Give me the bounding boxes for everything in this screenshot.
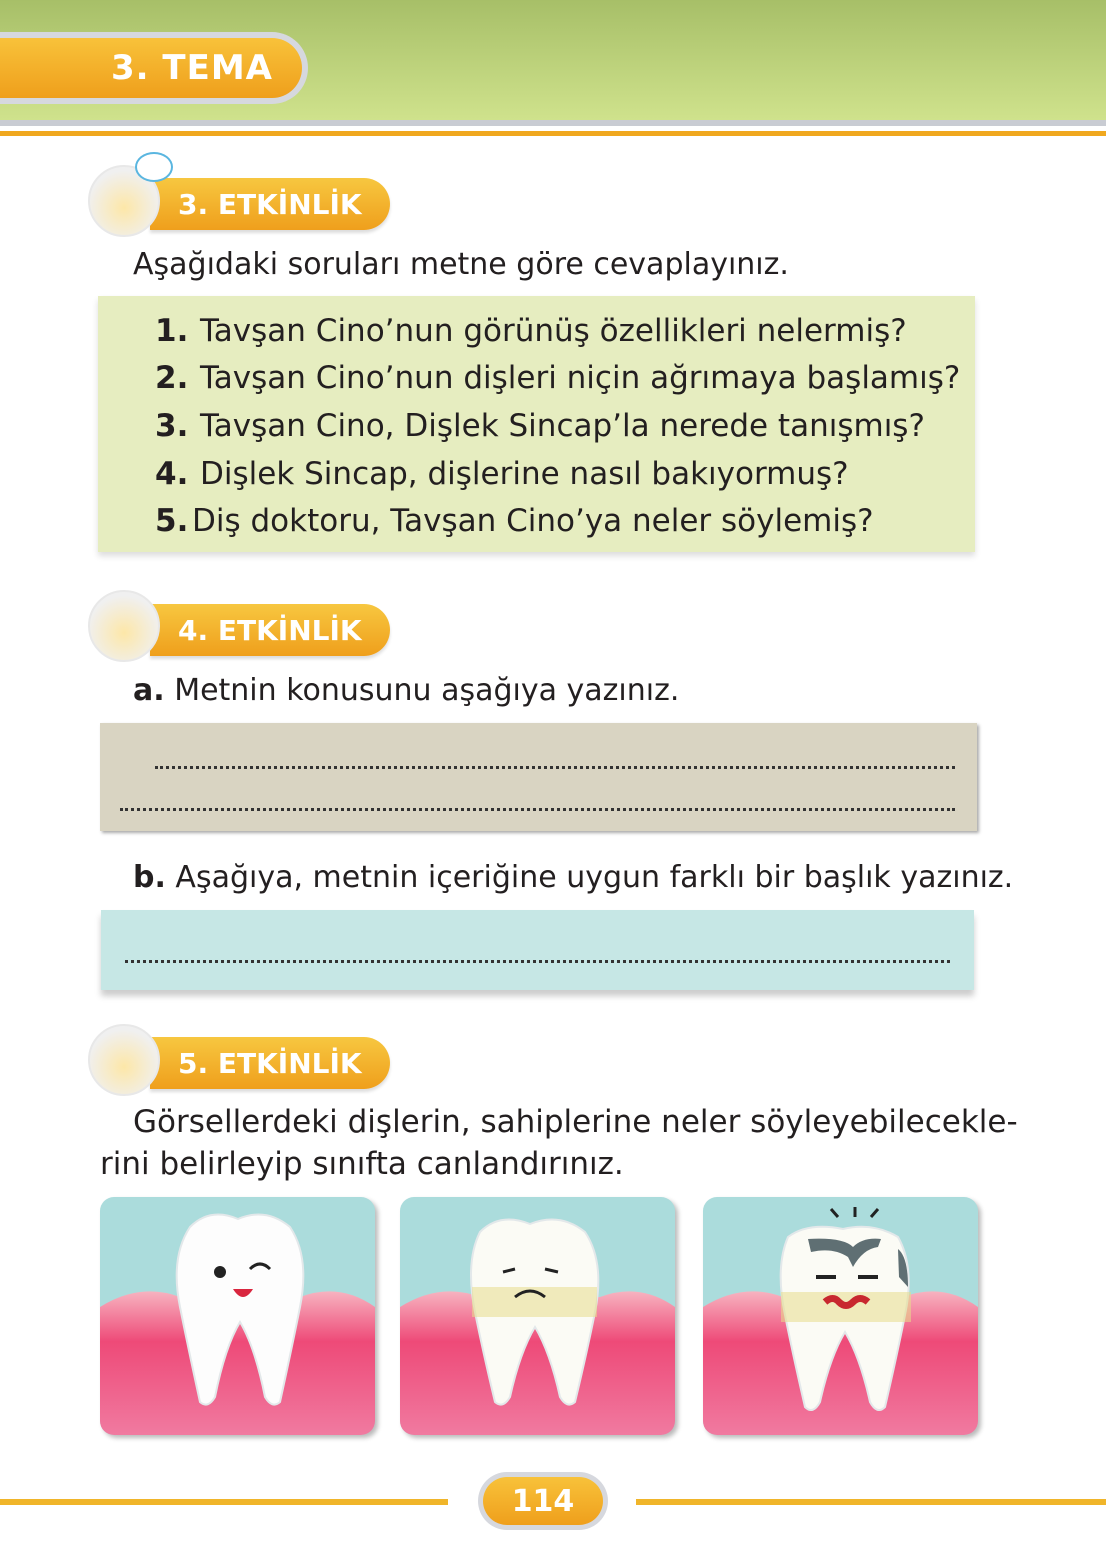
decayed-tooth-image [703,1197,978,1435]
activity-3-instruction: Aşağıdaki soruları metne göre cevaplayınız. [133,247,789,282]
question-text: Tavşan Cino’nun görünüş özellikleri nelermiş? [200,313,907,349]
activity-4-label: 4. ETKİNLİK [178,613,362,647]
activity-4a-prompt [133,673,679,708]
activity-5-label: 5. ETKİNLİK [178,1046,362,1080]
item-letter: a. [133,673,165,708]
question-item [155,360,960,396]
question-text: Diş doktoru, Tavşan Cino’ya neler söylemiş? [192,503,874,539]
activity-5-badge [150,1037,390,1089]
theme-banner [0,32,308,104]
question-number: 5. [155,503,189,539]
girl-character-icon [88,1024,160,1096]
activity-3-label: 3. ETKİNLİK [178,187,362,221]
question-number: 3. [155,408,189,444]
header-divider [0,120,1106,126]
answer-line[interactable] [125,960,950,963]
prompt-text: Metnin konusunu aşağıya yazınız. [174,673,680,708]
prompt-text: Aşağıya, metnin içeriğine uygun farklı bir başlık yazınız. [175,860,1014,895]
sad-yellow-tooth-image [400,1197,675,1435]
question-text: Dişlek Sincap, dişlerine nasıl bakıyormuş? [200,456,849,492]
activity-4b-prompt [133,860,1013,895]
activity-3-badge [150,178,390,230]
answer-a-box[interactable] [100,723,977,831]
activity-5-text-line1: Görsellerdeki dişlerin, sahiplerine neler söyleyebilecekle- [133,1104,1018,1140]
answer-line[interactable] [155,766,955,769]
question-number: 4. [155,456,189,492]
activity-5-text-line2: rini belirleyip sınıfta canlandırınız. [100,1146,624,1182]
question-number: 2. [155,360,189,396]
question-item [155,456,849,492]
question-text: Tavşan Cino, Dişlek Sincap’la nerede tanışmış? [200,408,925,444]
theme-label: 3. TEMA [0,38,302,98]
question-item [155,503,874,539]
page-number: 114 [483,1477,603,1525]
item-letter: b. [133,860,166,895]
footer-line-right [636,1499,1106,1505]
activity-4-badge [150,604,390,656]
happy-tooth-image [100,1197,375,1435]
question-text: Tavşan Cino’nun dişleri niçin ağrımaya başlamış? [200,360,961,396]
speech-bubble-icon [135,152,173,182]
girl-character-icon [88,590,160,662]
answer-line[interactable] [120,808,955,811]
page-number-badge [478,1472,608,1530]
question-item [155,408,925,444]
question-item [155,313,907,349]
question-number: 1. [155,313,189,349]
footer-line-left [0,1499,448,1505]
answer-b-box[interactable] [101,910,974,990]
header-orange-line [0,131,1106,136]
